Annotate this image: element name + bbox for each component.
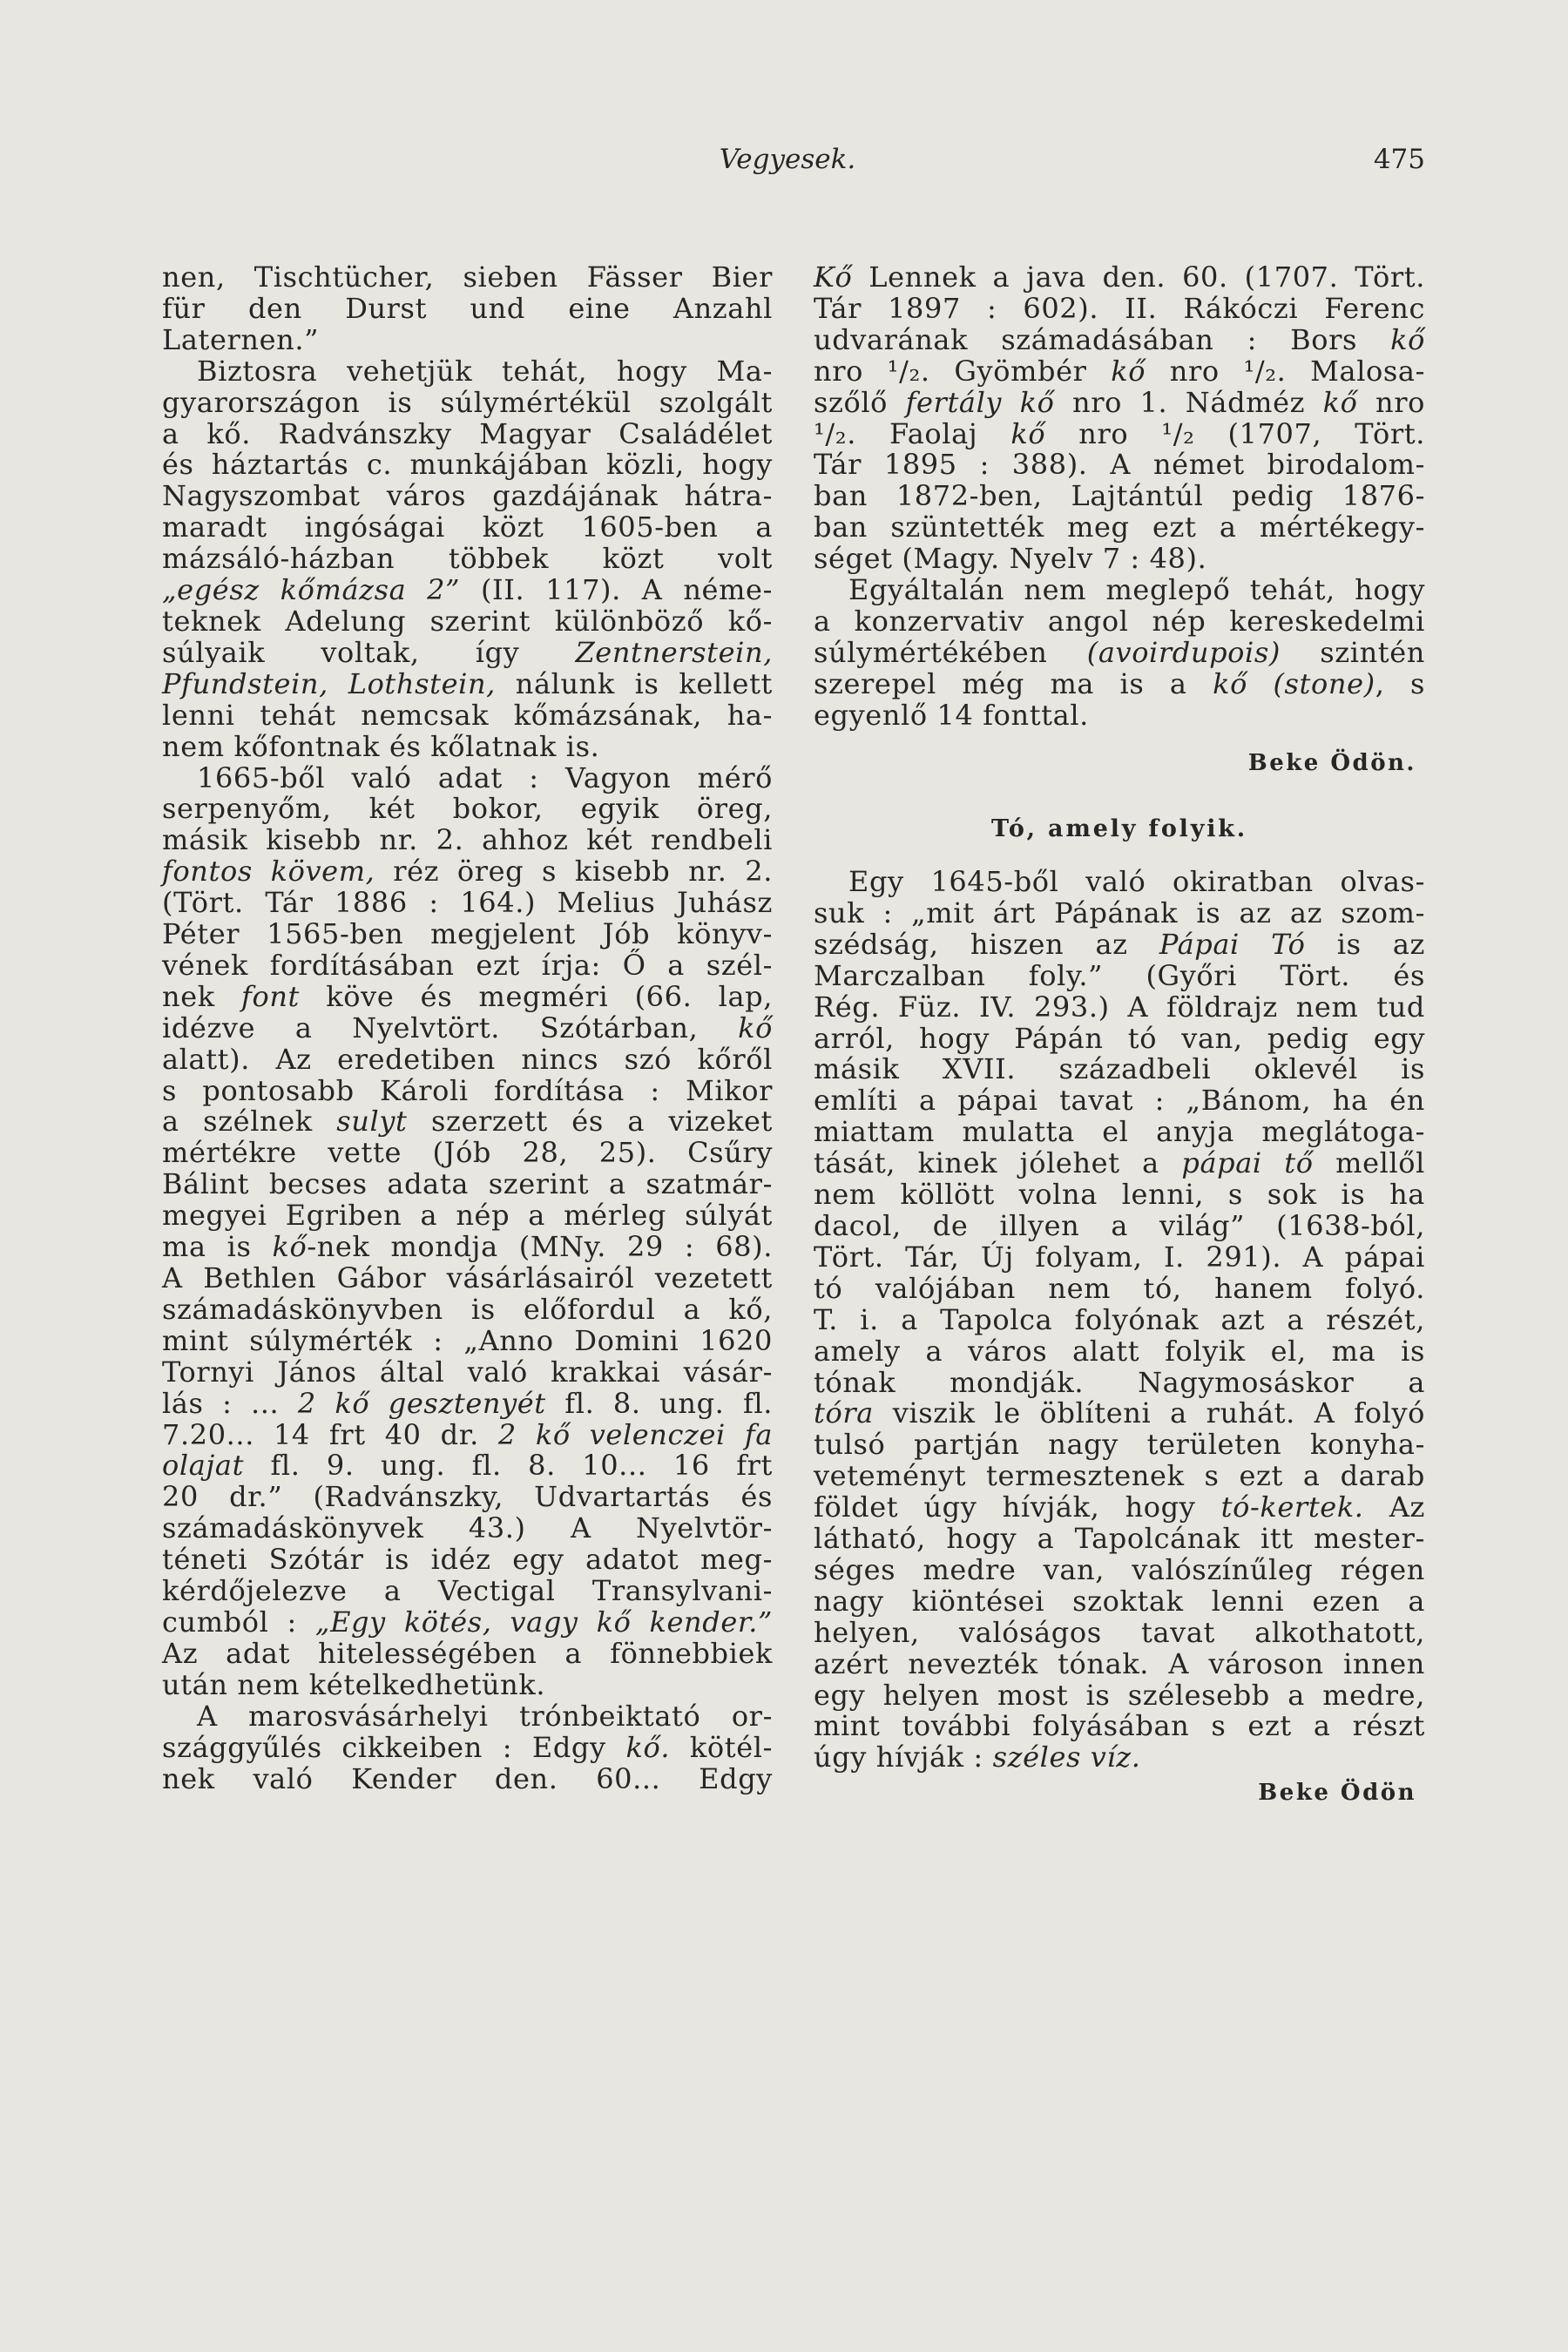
text-run: szerepel még ma is a [814, 666, 1213, 700]
text-run: súlyaik voltak, így [162, 635, 576, 669]
text-run: mértékre vette (Jób 28, 25). Csűry [162, 1136, 773, 1170]
text-line [162, 1357, 773, 1389]
text-line [814, 992, 1425, 1024]
text-line [814, 1646, 1425, 1680]
text-run: T. i. a Tapolca folyónak azt a részét, [814, 1302, 1425, 1336]
text-line [814, 1242, 1425, 1274]
text-run: számadáskönyvek 43.) A Nyelvtör- [162, 1511, 773, 1545]
text-line [162, 979, 773, 1013]
text-line [162, 1044, 773, 1076]
text-run: teknek Adelung szerint különböző kő- [162, 604, 773, 638]
text-line [814, 1586, 1425, 1618]
text-line [162, 1200, 773, 1232]
text-run: fl. 8. ung. fl. [545, 1386, 774, 1420]
text-line [814, 867, 1425, 898]
text-line [814, 1711, 1425, 1742]
text-line [814, 544, 1425, 575]
text-run: is az [1305, 927, 1426, 961]
running-title: Vegyesek. [719, 144, 856, 175]
left-column [162, 262, 773, 1794]
text-line [814, 700, 1425, 732]
text-run: séget (Magy. Nyelv 7 : 48). [814, 542, 1207, 576]
text-run: arról, hogy Pápán tó van, pedig egy [814, 1021, 1425, 1055]
italic-run: olajat [162, 1449, 245, 1483]
author-signature: Beke Ödön [1258, 1780, 1416, 1806]
text-run: mellől [1313, 1146, 1425, 1180]
text-run: ma is [162, 1230, 273, 1264]
text-line [162, 262, 773, 294]
text-line [162, 512, 773, 544]
text-run: séges medre van, valószínűleg régen [814, 1552, 1425, 1586]
text-run: mint súlymérték : „Anno Domini 1620 [162, 1323, 773, 1357]
text-run: Tört. Tár, Új folyam, I. 291). A pápai [814, 1240, 1425, 1274]
text-run: lás : ... [162, 1386, 298, 1420]
text-run: 1665-ből való adat : Vagyon mérő [197, 760, 773, 794]
text-run: megyei Egriben a nép a mérleg súlyát [162, 1199, 773, 1233]
text-run: nek [162, 979, 242, 1013]
text-line [162, 1263, 773, 1294]
text-run: fl. 9. ung. fl. 8. 10... 16 frt [244, 1449, 773, 1483]
text-line [814, 1021, 1425, 1055]
text-run: tónak mondják. Nagymosáskor a [814, 1365, 1425, 1399]
text-run: nagy kiöntései szoktak lenni ezen a [814, 1584, 1425, 1618]
text-run: ¹/₂. Faolaj [814, 416, 1011, 450]
text-line [814, 449, 1425, 481]
text-run: (II. 117). A néme- [460, 573, 773, 607]
text-line [162, 666, 773, 700]
text-line [162, 1169, 773, 1200]
text-line [814, 1429, 1425, 1461]
text-run: alatt). Az eredetiben nincs szó kőről [162, 1042, 773, 1076]
text-line [162, 729, 773, 763]
text-run: egy helyen most is szélesebb a medre, [814, 1678, 1425, 1712]
text-line [162, 856, 773, 888]
text-run: Az adat hitelességében a fönnebbiek [162, 1636, 773, 1670]
italic-run: széles víz. [992, 1740, 1141, 1774]
text-run: Rég. Füz. IV. 293.) A földrajz nem tud [814, 990, 1425, 1024]
text-line [814, 1085, 1425, 1117]
text-line [814, 1271, 1425, 1305]
text-line [162, 1730, 773, 1764]
paragraph [814, 867, 1425, 1774]
text-line [162, 1294, 773, 1326]
text-run: mázsáló-házban többek közt volt [162, 542, 773, 576]
italic-run: kő [738, 1010, 773, 1044]
text-run: tulsó partján nagy területen konyha- [814, 1428, 1425, 1462]
text-line [162, 1323, 773, 1357]
text-run: szerzett és a vizeket [407, 1105, 774, 1139]
text-line [162, 1576, 773, 1607]
text-run: ban szüntették meg ezt a mértékegy- [814, 510, 1425, 544]
text-line [814, 1552, 1425, 1586]
text-run: és háztartás c. munkájában közli, hogy [162, 448, 773, 482]
text-run: Egy 1645-ből való okiratban olvas- [848, 865, 1425, 898]
text-line [162, 888, 773, 919]
text-run: gyarországon is súlymértékül szolgált [162, 385, 773, 419]
text-run: 20 dr.” (Radvánszky, Udvartartás és [162, 1480, 773, 1514]
italic-run: kő. [625, 1730, 671, 1764]
text-run: nek való Kender den. 60... Edgy [162, 1761, 773, 1795]
text-run: másik XVII. századbeli oklevél is [814, 1052, 1425, 1086]
text-line [162, 1607, 773, 1639]
text-line [162, 700, 773, 732]
text-line [814, 262, 1425, 294]
text-run: nro [1357, 385, 1426, 419]
text-run: Marczalban foly.” (Győri Tört. és [814, 958, 1425, 992]
text-run: másik kisebb nr. 2. ahhoz két rendbeli [162, 823, 773, 857]
italic-run: (avoirdupois) [1086, 635, 1281, 669]
text-run: Tár 1895 : 388). A német birodalom- [814, 448, 1425, 482]
text-line [162, 606, 773, 638]
text-line [814, 291, 1425, 325]
text-line [162, 1106, 773, 1138]
text-run: a kő. Radvánszky Magyar Családélet [162, 416, 773, 450]
text-line [162, 950, 773, 982]
italic-run: kő [1010, 416, 1046, 450]
text-line [162, 291, 773, 325]
italic-run: Zentnerstein, [575, 635, 773, 669]
text-run: Tár 1897 : 602). II. Rákóczi Ferenc [814, 291, 1425, 325]
text-run: kötél- [670, 1730, 773, 1764]
text-run: A Bethlen Gábor vásárlásairól vezetett [162, 1261, 773, 1294]
text-line [162, 635, 773, 669]
text-run: Nagyszombat város gazdájának hátra- [162, 479, 773, 513]
text-run: súlymértékében [814, 635, 1087, 669]
text-line [162, 1482, 773, 1513]
text-run: idézve a Nyelvtört. Szótárban, [162, 1010, 739, 1044]
text-run [1247, 667, 1274, 700]
italic-run: tóra [814, 1396, 874, 1430]
text-line [814, 1336, 1425, 1368]
right-column-upper [814, 262, 1425, 732]
text-line [814, 635, 1425, 669]
text-run: a szélnek [162, 1105, 337, 1139]
text-line [814, 1365, 1425, 1399]
text-line [814, 512, 1425, 544]
text-run: dacol, de illyen a világ” (1638-ból, [814, 1208, 1425, 1242]
text-line [814, 322, 1425, 356]
italic-run: fontos kövem, [162, 855, 375, 889]
text-run: lenni tehát nemcsak kőmázsának, ha- [162, 698, 773, 732]
text-line [814, 416, 1425, 450]
text-line [814, 481, 1425, 512]
italic-run: kő [1390, 322, 1425, 356]
text-run: mint további folyásában s ezt a részt [814, 1709, 1425, 1743]
text-line [162, 919, 773, 950]
text-run: Tornyi János által való krakkai vásár- [162, 1355, 773, 1389]
text-line [162, 322, 773, 356]
text-line [162, 760, 773, 794]
section-title: Tó, amely folyik. [991, 815, 1247, 842]
text-run: tását, kinek jólehet a [814, 1146, 1182, 1180]
text-run: Laternen.” [162, 322, 320, 356]
text-line [162, 1010, 773, 1044]
text-run: szőlő [814, 385, 906, 419]
text-run: réz öreg s kisebb nr. 2. [375, 855, 774, 889]
italic-run: „Egy kötés, vagy kő kender.” [314, 1605, 773, 1639]
text-line [162, 449, 773, 481]
text-line [162, 1513, 773, 1544]
text-run: nro ¹/₂. Gyömbér [814, 354, 1112, 388]
text-run: nem kőfontnak és kőlatnak is. [162, 729, 600, 763]
text-run: udvarának számadásában : Bors [814, 322, 1391, 356]
text-run: földet úgy hívják, hogy [814, 1490, 1221, 1524]
text-run: látható, hogy a Tapolcának itt mester- [814, 1522, 1425, 1556]
text-run: kérdőjelezve a Vectigal Transylvani- [162, 1574, 773, 1608]
text-line [162, 1701, 773, 1733]
text-line [162, 356, 773, 388]
text-line [162, 1544, 773, 1576]
text-run: 7.20... 14 frt 40 dr. [162, 1417, 498, 1451]
text-line [814, 1680, 1425, 1712]
text-run: szintén [1280, 635, 1425, 669]
italic-run: (stone) [1273, 666, 1375, 700]
text-line [162, 1138, 773, 1169]
text-run: s pontosabb Károli fordítása : Mikor [162, 1073, 773, 1107]
text-line [814, 356, 1425, 388]
text-line [814, 666, 1425, 700]
paragraph [162, 262, 773, 356]
text-run: viszik le öblíteni a ruhát. A folyó [873, 1396, 1425, 1430]
text-line [162, 1417, 774, 1451]
text-line [814, 1398, 1425, 1429]
text-run: Egyáltalán nem meglepő tehát, hogy [848, 573, 1425, 607]
text-line [814, 929, 1425, 961]
text-run: Péter 1565-ben megjelent Jób könyv- [162, 917, 773, 951]
text-run: (Tört. Tár 1886 : 164.) Melius Juhász [162, 886, 773, 920]
text-run: nro ¹/₂. Malosa- [1146, 354, 1426, 388]
italic-run: kő [272, 1230, 308, 1264]
text-line [814, 1302, 1425, 1336]
text-run: , s [1375, 666, 1425, 700]
text-line [162, 481, 773, 512]
text-run: szággyűlés cikkeiben : Edgy [162, 1730, 626, 1764]
text-line [814, 1615, 1425, 1649]
paragraph [814, 575, 1425, 732]
text-run: említi a pápai tavat : „Bánom, ha én [814, 1084, 1425, 1118]
text-run: ban 1872-ben, Lajtántúl pedig 1876- [814, 479, 1425, 513]
text-line [162, 1386, 774, 1420]
text-run: után nem kételkedhetünk. [162, 1667, 546, 1701]
italic-run: font [241, 979, 301, 1013]
text-run: helyen, valóságos tavat alkothatott, [814, 1615, 1425, 1649]
text-line [814, 575, 1425, 606]
text-run: suk : „mit árt Pápának is az az szom- [814, 896, 1425, 929]
text-line [814, 1117, 1425, 1148]
text-run: serpenyőm, két bokor, egyik öreg, [162, 792, 773, 826]
text-line [814, 385, 1426, 419]
italic-run: kő [1322, 385, 1358, 419]
italic-run: pápai tő [1181, 1146, 1314, 1180]
text-line [814, 958, 1425, 992]
text-line [162, 1232, 773, 1263]
text-line [162, 575, 773, 606]
text-line [814, 1054, 1425, 1085]
text-line [162, 1761, 773, 1795]
text-run: tó valójában nem tó, hanem folyó. [814, 1271, 1425, 1305]
italic-run: tó-kertek. [1220, 1490, 1364, 1524]
paragraph [814, 262, 1425, 575]
text-line [162, 544, 773, 575]
text-run: -nek mondja (MNy. 29 : 68). [307, 1230, 773, 1264]
text-line [814, 1148, 1425, 1179]
text-line [814, 1208, 1425, 1242]
text-line [814, 606, 1425, 638]
italic-run: kő [1111, 354, 1146, 388]
text-run: vének fordításában ezt írja: Ő a szél- [162, 948, 773, 982]
text-line [162, 385, 773, 419]
italic-run: Kő [814, 260, 853, 294]
text-run: Biztosra vehetjük tehát, hogy Ma- [197, 354, 773, 388]
text-run: Lennek a java den. 60. (1707. Tört. [852, 260, 1425, 294]
paragraph [162, 1701, 773, 1795]
italic-run: kő [1213, 666, 1247, 700]
italic-run: sulyt [336, 1105, 408, 1139]
text-line [814, 898, 1425, 929]
text-line [814, 1492, 1425, 1524]
text-run: szédság, hiszen az [814, 927, 1159, 961]
italic-run: 2 kő velenczei fa [497, 1417, 774, 1451]
text-run: maradt ingóságai közt 1605-ben a [162, 510, 773, 544]
italic-run: Pfundstein, Lothstein, [162, 666, 496, 700]
text-run: a konzervativ angol nép kereskedelmi [814, 604, 1425, 638]
text-run: nen, Tischtücher, sieben Fässer Bier [162, 260, 773, 294]
text-line [162, 794, 773, 825]
text-line [814, 1524, 1425, 1555]
text-line [814, 1742, 1425, 1774]
text-run: azért nevezték tónak. A városon innen [814, 1646, 1425, 1680]
text-run: nálunk is kellett [495, 666, 773, 700]
text-run: úgy hívják : [814, 1740, 993, 1774]
paragraph [162, 356, 773, 763]
text-line [162, 1450, 773, 1482]
italic-run: fertály kő [905, 385, 1055, 419]
text-run: Bálint becses adata szerint a szatmár- [162, 1167, 773, 1201]
text-line [162, 1073, 773, 1107]
text-run: cumból : [162, 1605, 315, 1639]
text-line [814, 1179, 1425, 1211]
text-run: nem köllött volna lenni, s sok is ha [814, 1178, 1425, 1212]
text-run: nro 1. Nádméz [1054, 385, 1323, 419]
text-run: nro ¹/₂ (1707, Tört. [1045, 416, 1425, 450]
text-run: téneti Szótár is idéz egy adatot meg- [162, 1543, 773, 1577]
paragraph [162, 760, 774, 1701]
author-signature: Beke Ödön. [1247, 750, 1416, 776]
page-number: 475 [1373, 144, 1425, 175]
text-run: egyenlő 14 fonttal. [814, 698, 1089, 732]
text-run: számadáskönyvben is előfordul a kő, [162, 1292, 773, 1326]
text-line [162, 1636, 773, 1670]
italic-run: 2 kő gesztenyét [297, 1386, 546, 1420]
text-run: Az [1363, 1490, 1425, 1524]
text-run: A marosvásárhelyi trónbeiktató or- [197, 1699, 773, 1733]
text-line [814, 1461, 1425, 1492]
text-line [162, 1667, 773, 1701]
text-run: veteményt termesztenek s ezt a darab [814, 1459, 1425, 1493]
text-run: amely a város alatt folyik el, ma is [814, 1334, 1425, 1368]
text-line [162, 825, 773, 856]
text-run: köve és megméri (66. lap, [300, 979, 773, 1013]
text-line [162, 416, 773, 450]
italic-run: Pápai Tó [1159, 927, 1306, 961]
text-run: miattam mulatta el anyja meglátoga- [814, 1115, 1425, 1149]
right-column-lower [814, 867, 1425, 1774]
text-run: für den Durst und eine Anzahl [162, 291, 773, 325]
italic-run: „egész kőmázsa 2” [162, 573, 461, 607]
